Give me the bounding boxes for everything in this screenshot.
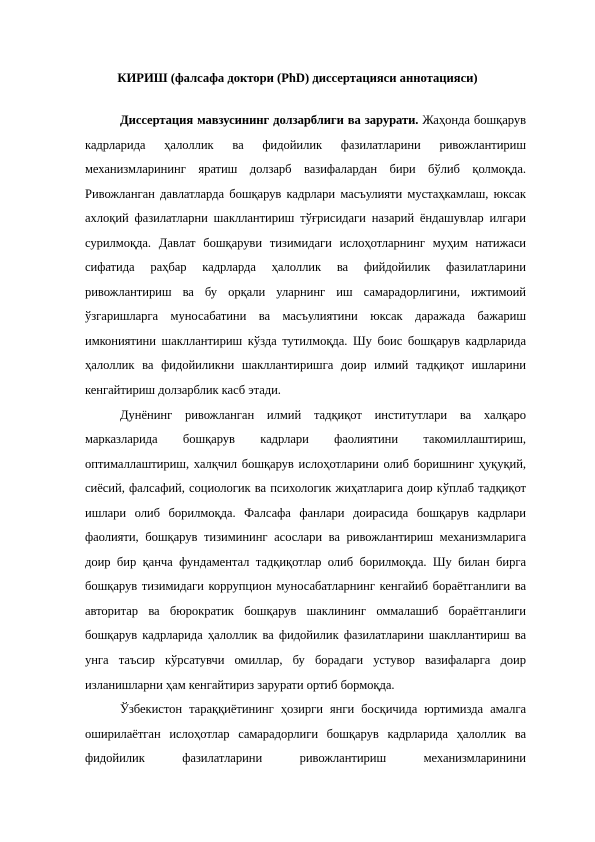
paragraph-text: Ўзбекистон тараққиётининг ҳозирги янги босқичида юртимизда амалга оширилаётган ислоҳотлар самарадорлиги бошқарув кадрларида ҳалоллик ва фидойилик фазилатларини ривожлантириш механизмларинини — [85, 702, 526, 766]
paragraph-uzbekistan-reforms — [85, 697, 526, 771]
paragraph-lead-heading: Диссертация мавзусининг долзарблиги ва зарурати. — [120, 113, 419, 127]
paragraph-text: Дунёнинг ривожланган илмий тадқиқот институтлари ва халқаро марказларида бошқарув кадрлари фаолиятини такомиллаштириш, оптималлаштириш, халқчил бошқарув ислоҳотларини олиб боришнинг ҳуқуқий, сиёсий, фалсафий, социологик ва психологик жиҳатларига доир кўплаб тадқиқот ишлари олиб борилмоқда. Фалсафа фанлари доирасида бошқарув кадрлари фаолияти, бошқарув тизимининг асослари ва ривожлантириш механизмларига доир бир қанча фундаментал тадқиқотлар олиб борилмоқда. Шу билан бирга бошқарув тизимидаги коррупцион муносабатларнинг кенгайиб бораётганлиги ва авторитар ва бюрократик бошқарув шаклининг оммалашиб бораётганлиги бошқарув кадрларида ҳалоллик ва фидойилик фазилатларини шакллантириш ва унга таъсир кўрсатувчи омиллар, бу борадаги устувор вазифаларга доир изланишларни ҳам кенгайтириз зарурати ортиб бормоқда. — [85, 407, 526, 692]
document-body — [85, 108, 526, 771]
paragraph-relevance — [85, 108, 526, 403]
paragraph-text: Жаҳонда бошқарув кадрларида ҳалоллик ва фидойилик фазилатларини ривожлантириш механизмларининг яратиш долзарб вазифалардан бири бўлиб қолмоқда. Ривожланган давлатларда бошқарув кадрлари масъулияти мустаҳкамлаш, юксак ахлоқий фазилатларни шакллантириш тўғрисидаги назарий ёндашувлар илгари сурилмоқда. Давлат бошқаруви тизимидаги ислоҳотларнинг муҳим натижаси сифатида раҳбар кадрларда ҳалоллик ва фийдойилик фазилатларини ривожлантириш ва бу орқали уларнинг иш самарадорлигини, ижтимоий ўзгаришларга муносабатини ва масъулиятини юксак даражада бажариш имкониятини шакллантириш кўзда тутилмоқда. Шу боис бошқарув кадрларида ҳалоллик ва фидойиликни шакллантиришга доир илмий тадқиқот ишларини кенгайтириш долзарблик касб этади. — [85, 113, 526, 398]
document-title: КИРИШ (фалсафа доктори (PhD) диссертацияси аннотацияси) — [117, 71, 478, 85]
paragraph-research-overview — [85, 403, 526, 698]
